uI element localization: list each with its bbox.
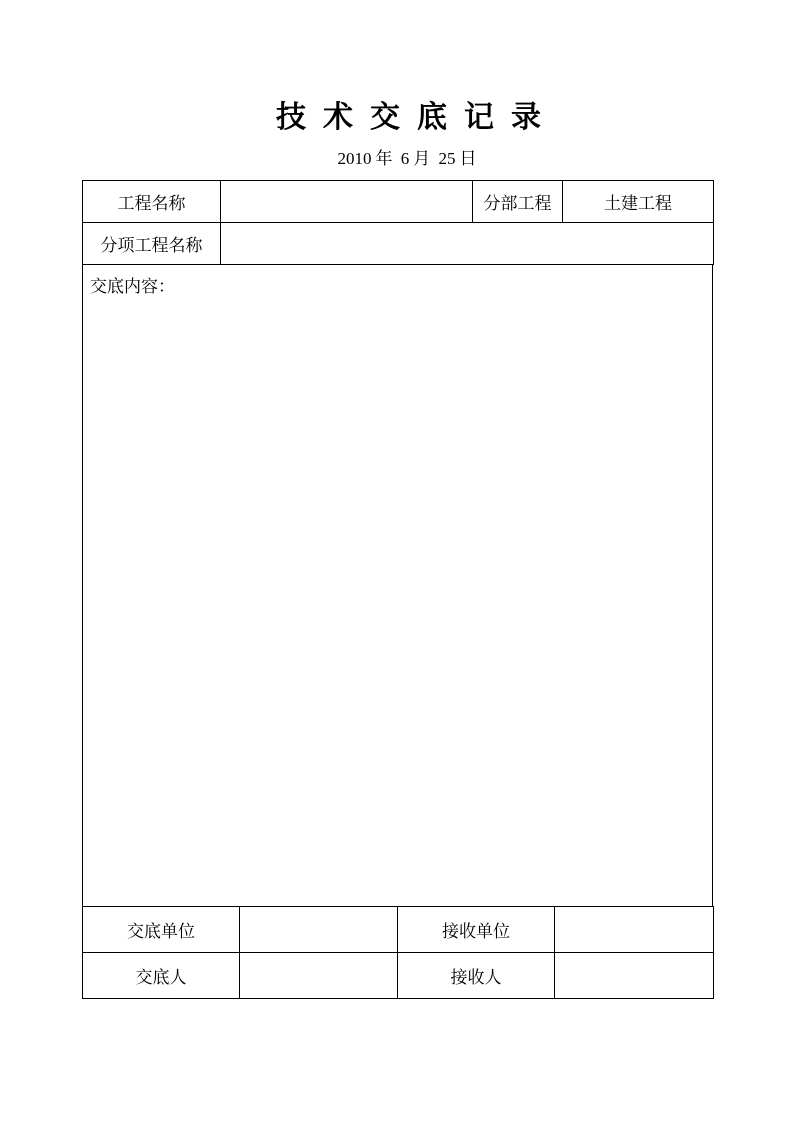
issuer-field[interactable] bbox=[240, 953, 398, 999]
subitem-row bbox=[83, 223, 714, 265]
project-name-row bbox=[83, 181, 714, 223]
subitem-name-field[interactable] bbox=[221, 223, 714, 265]
issuing-unit-label: 交底单位 bbox=[83, 907, 240, 953]
signoff-table bbox=[82, 906, 714, 999]
receiver-label: 接收人 bbox=[398, 953, 555, 999]
content-area[interactable] bbox=[82, 264, 713, 906]
division-field[interactable]: 土建工程 bbox=[563, 181, 714, 223]
content-label: 交底内容： bbox=[90, 277, 175, 297]
project-name-field[interactable] bbox=[221, 181, 473, 223]
date-year: 2010 bbox=[337, 149, 372, 168]
subitem-name-label: 分项工程名称 bbox=[83, 223, 221, 265]
division-label: 分部工程 bbox=[473, 181, 563, 223]
person-row bbox=[83, 953, 714, 999]
issuer-label: 交底人 bbox=[83, 953, 240, 999]
receiver-field[interactable] bbox=[555, 953, 714, 999]
date-year-unit: 年 bbox=[375, 149, 393, 168]
date-day: 25 bbox=[438, 149, 456, 168]
date-month-unit: 月 bbox=[413, 149, 431, 168]
receiving-unit-field[interactable] bbox=[555, 907, 714, 953]
unit-row bbox=[83, 907, 714, 953]
date-month: 6 bbox=[400, 149, 410, 168]
receiving-unit-label: 接收单位 bbox=[398, 907, 555, 953]
project-name-label: 工程名称 bbox=[83, 181, 221, 223]
project-info-table bbox=[82, 180, 714, 265]
document-date bbox=[0, 148, 794, 170]
issuing-unit-field[interactable] bbox=[240, 907, 398, 953]
document-title: 技术交底记录 bbox=[276, 100, 558, 135]
date-day-unit: 日 bbox=[459, 149, 477, 168]
